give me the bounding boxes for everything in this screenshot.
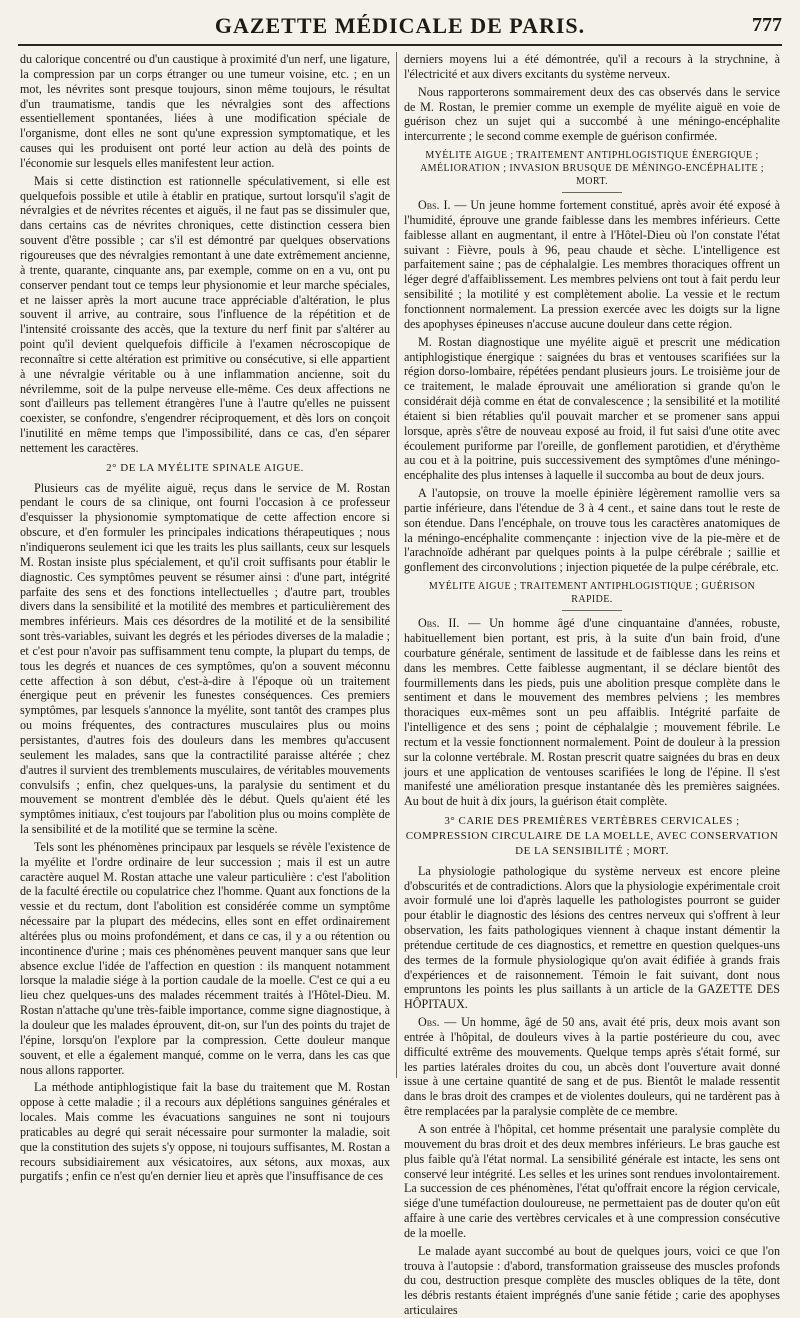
observation-label: Obs. I. bbox=[418, 198, 451, 213]
paragraph: A son entrée à l'hôpital, cet homme présentait une paralysie complète du mouvement du bras droit et des deux membres inférieurs. Le bras gauche est plus faible qu'à l'état normal. La sensibilité générale est intacte, les sens ont conservé leur intégrité. Les selles et les urines sont rendues involontairement. La succession de ces phénomènes, l'état qu'offrait encore la région cervicale, siége d'une tuméfaction douloureuse, ne permettaient pas de douter qu'on eût affaire à une carie des vertèbres cervicales et à une compression consécutive de la moelle. bbox=[404, 1122, 780, 1240]
page-number: 777 bbox=[752, 14, 782, 36]
heading-rule bbox=[562, 610, 622, 611]
observation-text: — Un jeune homme fortement constitué, après avoir été exposé à l'humidité, éprouve une grande faiblesse dans les membres inférieurs. Cette faiblesse allant en augmentant, il entre à l'Hôtel-Dieu où l'on constate l'état suivant : Fièvre, pouls à 96, peau chaude et sèche. L'intelligence est parfaitement saine ; pas de céphalalgie. Les membres thoraciques offrent un léger degré d'affaiblissement. Les membres pelviens ont tout à fait perdu leur sensibilité ; la motilité y est complètement abolie. La vessie et le rectum fonctionnent normalement. La pression exercée avec les doigts sur la ligne des apophyses épineuses n'accuse aucune douleur dans cette région. bbox=[404, 198, 780, 331]
section-heading: 3° CARIE DES PREMIÈRES VERTÈBRES CERVICALES ; COMPRESSION CIRCULAIRE DE LA MOELLE, AVEC CONSERVATION DE LA SENSIBILITÉ ; MORT. bbox=[405, 815, 779, 857]
page-header bbox=[0, 0, 800, 46]
observation-label: Obs. II. bbox=[418, 616, 460, 631]
case-heading bbox=[410, 149, 774, 193]
section-heading: 2° DE LA MYÉLITE SPINALE AIGUE. bbox=[106, 461, 304, 474]
paragraph: Mais si cette distinction est rationnelle spéculativement, si elle est quelquefois possible et utile à établir en pratique, surtout lorsqu'il s'agit de névralgies et de névrites récentes et aiguës, il ne faut pas se dissimuler que, dans certains cas de névrites chroniques, cette distinction cessera bien souvent d'être possible ; car s'il est démontré par quelques observations rigoureuses que des névralgies remontant à une date extrêmement ancienne, à trente, quarante, cinquante ans, par exemple, comme on en a vu, ont pu conserver pendant tout ce temps leur physionomie et leur marche spéciales, et ne laisser après la mort aucune trace appréciable d'altération, le plus souvent il arrive, au contraire, sous l'influence de la répétition et de l'intensité croissante des accès, que la texture du nerf finit par s'altérer au point qu'il devient quelquefois difficile à l'examen nécroscopique de reconnaître si cette altération est primitive ou consécutive, si elle appartient à une névralgie véritable ou à une inflammation ancienne, soit du névrilemme, soit de la pulpe nerveuse elle-même. Ces deux affections ne sont d'ailleurs pas tellement étrangères l'une à l'autre qu'elles ne puissent coexister, se confondre, s'engendrer réciproquement, et dès lors on conçoit l'inutilité en même temps que l'impossibilité, dans ce cas, d'en séparer nettement les caractères. bbox=[20, 173, 390, 455]
left-column bbox=[20, 52, 390, 1184]
journal-title: GAZETTE MÉDICALE DE PARIS. bbox=[214, 13, 586, 38]
paragraph: M. Rostan diagnostique une myélite aiguë et prescrit une médication antiphlogistique énergique : saignées du bras et ventouses scarifiées sur la région dorso-lombaire, répétées pendant plusieurs jours. Le troisième jour de ce traitement, le malade éprouvait une amélioration si grande qu'on le considérait déjà comme en état de convalescence ; la sensibilité et la motilité étaient si bien rétablies qu'il pouvait marcher et se promener sans appui lorsque, après s'être de nouveau exposé au froid, il fut saisi d'une otite avec écoulement puriforme par l'oreille, de gonflement parotidien, et d'érythème au cou et à la poitrine, puis successivement des symptômes d'une méningo-encéphalite des plus intenses à laquelle il succomba au bout de deux jours. bbox=[404, 334, 780, 483]
paragraph: La méthode antiphlogistique fait la base du traitement que M. Rostan oppose à cette maladie ; il a recours aux déplétions sanguines générales et locales. Mais comme les évacuations sanguines ne sont ni toujours praticables au degré qui serait nécessaire pour surmonter la maladie, soit que la constitution des sujets s'y oppose, ni toujours suffisantes, M. Rostan a recours subsidiairement aux vésicatoires, aux sétons, aux moxas, aux purgatifs ; enfin ce n'est qu'en dernier lieu et après que l'insuffisance de ces bbox=[20, 1080, 390, 1184]
right-column bbox=[404, 52, 780, 1318]
paragraph: Plusieurs cas de myélite aiguë, reçus dans le service de M. Rostan pendant le cours de sa clinique, ont fourni l'occasion à ce professeur d'esquisser la physionomie symptomatique de cette affection encore si obscure, et d'en formuler les principales indications thérapeutiques ; nous n'indiquerons seulement ici que les traits les plus saillants, ceux sur lesquels M. Rostan insiste plus spécialement, et qu'il croit suffisants pour établir le diagnostic. Ces symptômes peuvent se résumer ainsi : d'une part, intégrité parfaite des sens et des fonctions intellectuelles ; d'autre part, troubles divers dans la sensibilité et la motilité des membres et particulièrement des membres inférieurs. Mais ces désordres de la motilité et de la sensibilité sont très-variables, suivant les degrés et les périodes diverses de la maladie ; et c'est pour n'avoir pas suffisamment tenu compte, la plupart du temps, de tous les degrés et nuances de ces symptômes, qu'on a souvent méconnu cette affection à son début, c'est-à-dire à l'époque où un traitement énergique peut en prévenir les funestes conséquences. Ces premiers symptômes, par lesquels s'annonce la myélite, sont tantôt des crampes plus ou moins fréquentes, des contractures musculaires plus ou moins persistantes, d'autres fois des douleurs dans les membres qu'accusent seulement les malades, sans que la contractilité paraisse altérée ; chez d'autres il survient des tremblements musculaires, de véritables mouvements convulsifs ; enfin, chez quelques-uns, la paralysie du sentiment et du mouvement se montrent d'emblée dès le début. Quels qu'aient été les symptômes initiaux, c'est toujours par l'abolition plus ou moins complète de la sensibilité et de la motilité que se termine la scène. bbox=[20, 480, 390, 837]
case-heading-text: MYÉLITE AIGUE ; TRAITEMENT ANTIPHLOGISTIQUE ÉNERGIQUE ; AMÉLIORATION ; INVASION BRUSQUE DE MÉNINGO-ENCÉPHALITE ; MORT. bbox=[420, 150, 764, 188]
paragraph: derniers moyens lui a été démontrée, qu'il a recours à la strychnine, à l'électricité et aux divers excitants du système nerveux. bbox=[404, 52, 780, 81]
case-heading bbox=[410, 580, 774, 611]
paragraph: du calorique concentré ou d'un caustique à proximité d'un nerf, une ligature, la compression par un corps étranger ou une tumeur voisine, etc. ; en un mot, les névrites sont presque toujours, sinon même toujours, le résultat d'un traumatisme, tandis que les névralgies sont des affections essentiellement spontanées, liées à une modification spéciale de l'organisme, dont elles ne sont qu'une expression symptomatique, et les causes qui les produisent ont porté leur action au delà des points de l'économie sur lesquels elles manifestent leur action. bbox=[20, 52, 390, 170]
paragraph: Le malade ayant succombé au bout de quelques jours, voici ce que l'on trouva à l'autopsie : d'abord, transformation graisseuse des muscles profonds du cou, destruction presque complète des muscles obliques de la tête, dont les débris restants étaient imprégnés d'une sanie fétide ; carie des apophyses articulaires bbox=[404, 1243, 780, 1318]
paragraph: Nous rapporterons sommairement deux des cas observés dans le service de M. Rostan, le premier comme un exemple de myélite aiguë en voie de guérison chez un sujet qui a succombé à une méningo-encéphalite intercurrente ; le second comme exemple de guérison confirmée. bbox=[404, 84, 780, 144]
observation-text: — Un homme, âgé de 50 ans, avait été pris, deux mois avant son entrée à l'hôpital, de douleurs vives à la partie postérieure du cou, avec difficulté extrême des mouvements. Quelque temps après s'était formé, sur les parties latérales droites du cou, un abcès dont l'ouverture avait donné issue à une certaine quantité de sang et de pus. Bientôt le malade ressentit dans le bras droit des crampes et de violentes douleurs, qui ne tardèrent pas à être remplacées par la paralysie complète de ce membre. bbox=[404, 1015, 780, 1119]
header-rule bbox=[18, 44, 782, 46]
observation-paragraph bbox=[404, 1015, 780, 1119]
observation-text: — Un homme âgé d'une cinquantaine d'années, robuste, habituellement bien portant, est pris, à la suite d'un bain froid, d'une courbature générale, sentiment de lassitude et de faiblesse dans les reins et dans les membres. Cette faiblesse augmentant, il se déclare bientôt des fourmillements dans les pieds, puis une abolition presque complète dans le sentiment et dans le mouvement des membres pelviens ; les membres thoraciques eux-mêmes sont un peu affaiblis. Intégrité parfaite de l'intelligence et des sens ; point de céphalalgie ; mouvement fébrile. Le rectum et la vessie fonctionnent normalement. Point de douleur à la pression sur la colonne vertébrale. M. Rostan prescrit quatre saignées du bras en deux jours et une application de ventouses scarifiées le long de l'épine. Il s'est manifesté une amélioration presque instantanée dès les premières saignées. Au bout de huit à dix jours, la guérison était complète. bbox=[404, 616, 780, 809]
column-divider bbox=[396, 52, 397, 1078]
observation-paragraph bbox=[404, 616, 780, 809]
paragraph: Tels sont les phénomènes principaux par lesquels se révèle l'existence de la myélite et l'ordre ordinaire de leur succession ; mais il est un autre caractère auquel M. Rostan attache une valeur particulière : c'est l'abolition de la faculté érectile ou copulatrice chez l'homme. Quant aux fonctions de la vessie et du rectum, dont l'abolition est considérée comme un symptôme nécessaire par la plupart des médecins, elles sont en effet ordinairement altérées plus ou moins profondément, et dans ce cas, il y a ou rétention ou incontinence d'urine ; mais ces phénomènes peuvent manquer sans que leur absence exclue l'idée de l'affection en question : ils manquent notamment lorsque la maladie siége à la portion caudale de la moelle. C'est ce qui a eu lieu chez quelques-uns des malades récemment traités à l'Hôtel-Dieu. M. Rostan n'attache qu'une très-faible importance, comme signe diagnostique, à la douleur que les malades éprouvent, dit-on, sur l'un des points du trajet de l'épine, lorsqu'on l'explore par la compression. Cette douleur manque souvent, et elle a également manqué, comme on le verra, dans les cas que nous allons rapporter. bbox=[20, 839, 390, 1077]
paragraph: La physiologie pathologique du système nerveux est encore pleine d'obscurités et de contradictions. Alors que la physiologie expérimentale croit avoir formulé une loi d'après laquelle les pathologistes pourront se guider pour établir le diagnostic des lésions des centres nerveux qui s'offrent à leur observation, les faits pathologiques viennent à chaque instant démentir la prétendue certitude de ces diagnostics, et remettre en question quelques-uns des termes de la formule physiologique qu'on avait édifiée à grands frais d'expériences et de raisonnement. Témoin le fait suivant, dont nous empruntons les points les plus saillants à un article de la GAZETTE DES HÔPITAUX. bbox=[404, 863, 780, 1012]
observation-label: Obs. bbox=[418, 1015, 440, 1030]
paragraph: A l'autopsie, on trouve la moelle épinière légèrement ramollie vers sa partie inférieure, dans l'étendue de 3 à 4 cent., et saine dans tout le reste de son étendue. Dans l'encéphale, on trouve tous les caractères anatomiques de la méningo-encéphalite commençante : injection vive de la pie-mère et de l'arachnoïde adhérant par quelques points à la pulpe cérébrale ; saillie et gonflement des circonvolutions ; injection piquetée de la pulpe cérébrale, etc. bbox=[404, 486, 780, 575]
case-heading-text: MYÉLITE AIGUE ; TRAITEMENT ANTIPHLOGISTIQUE ; GUÉRISON RAPIDE. bbox=[428, 581, 756, 606]
observation-paragraph bbox=[404, 198, 780, 332]
heading-rule bbox=[562, 192, 622, 193]
